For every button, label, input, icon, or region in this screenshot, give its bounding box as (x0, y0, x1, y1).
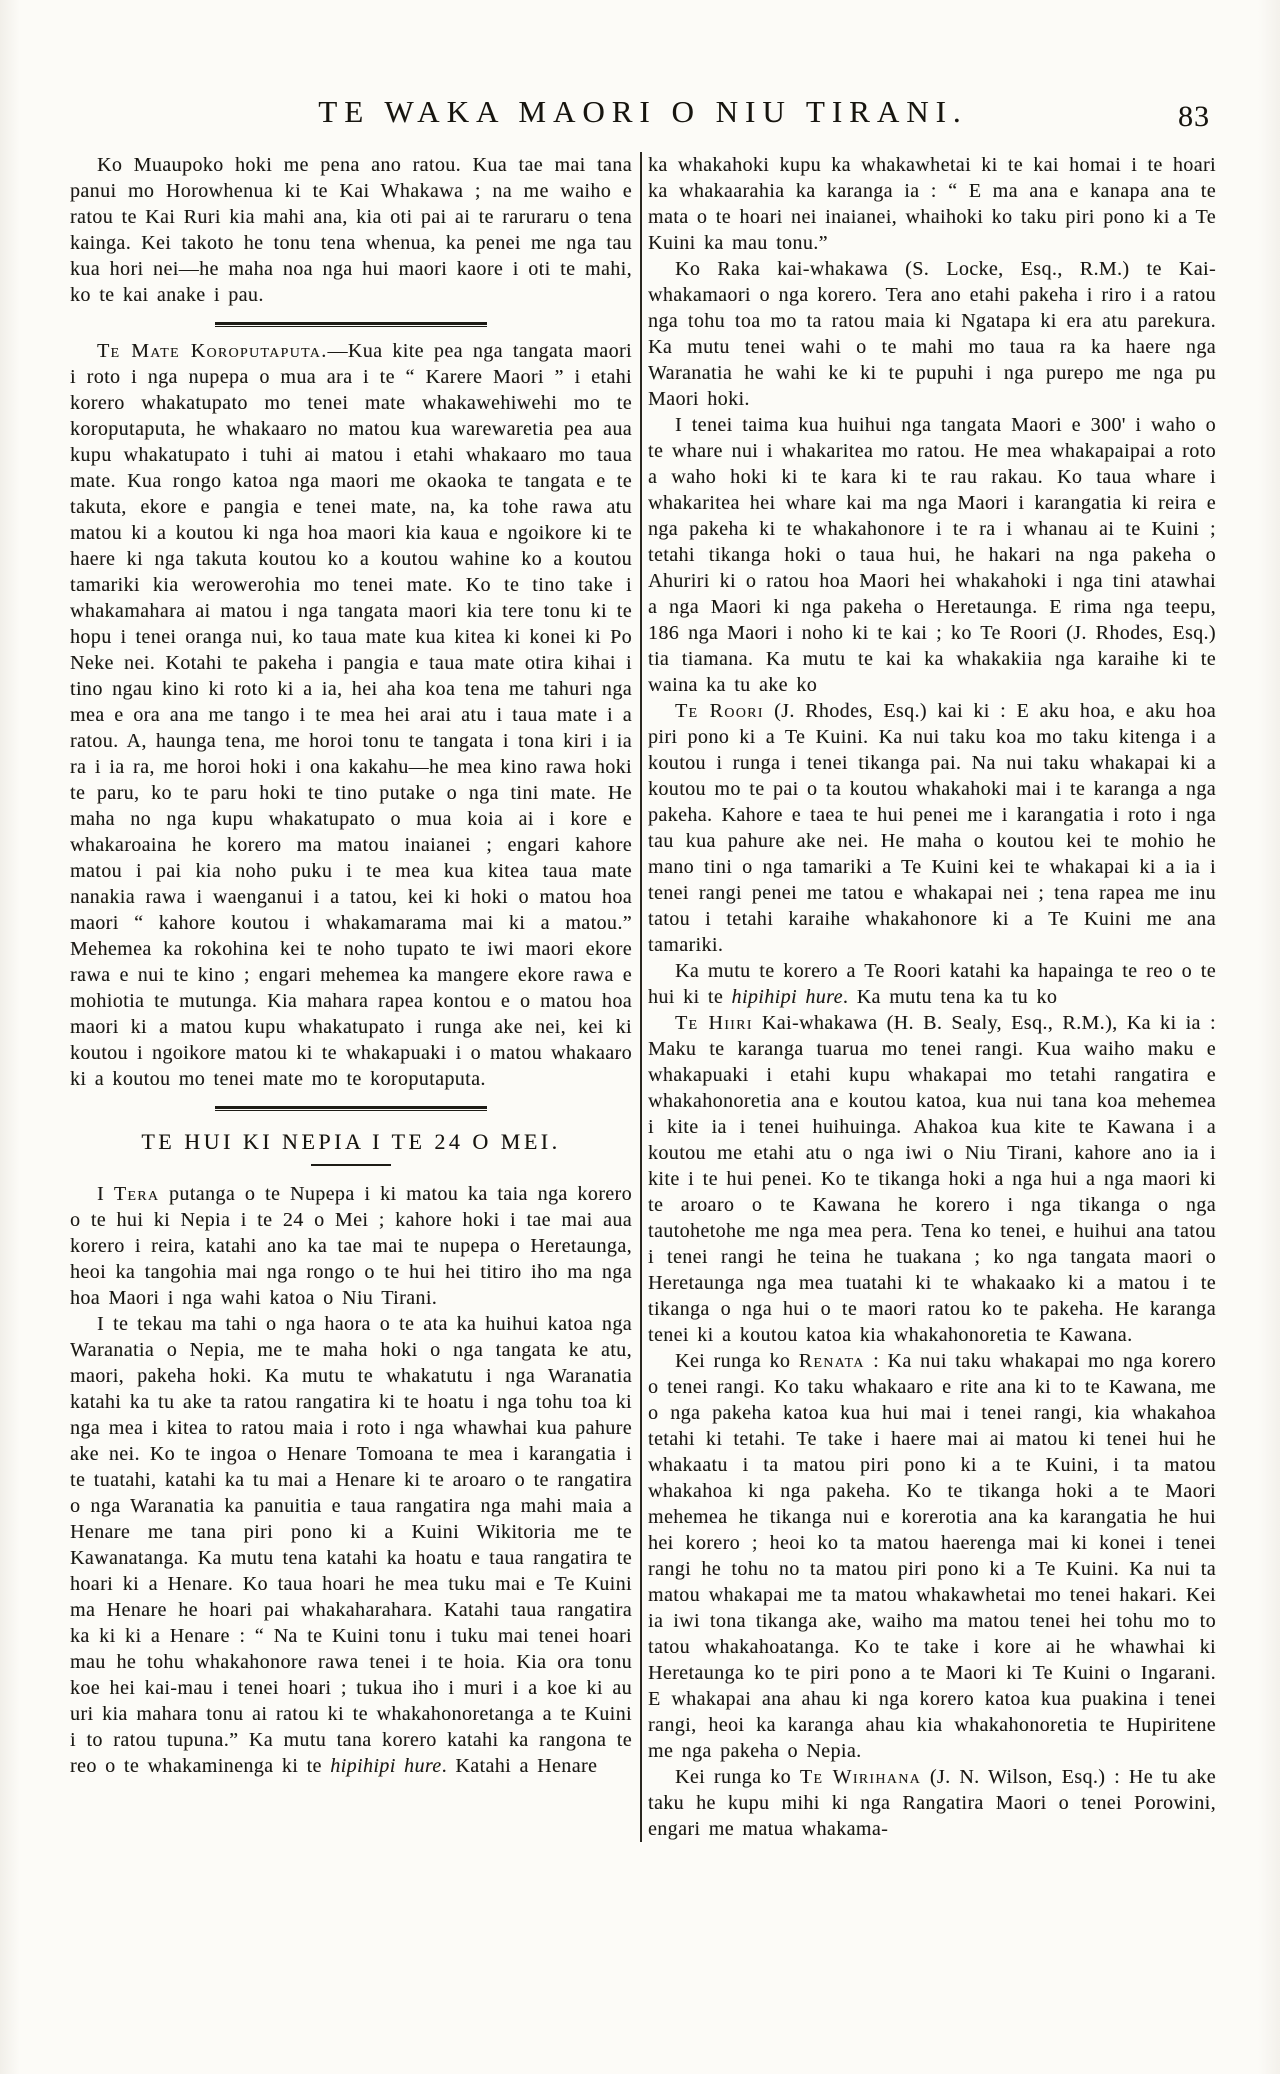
heading-rule (311, 1164, 391, 1166)
paragraph-te-tekau (70, 1311, 632, 1779)
text-segment: Ko Muaupoko hoki me pena ano ratou. Kua tae mai tana panui mo Horowhenua ki te Kai Whakawa ; na me waiho e ratou te Kai Ruri kia mahi ana, kia oti pai ai te raruraru o tena kainga. Kei takoto he tonu tena whenua, ka penei me nga tau kua hori nei—he maha noa nga hui maori kaore i oti te mahi, ko te kai anake i pau. (70, 154, 632, 306)
paragraph-te-wirihana-speech (648, 1764, 1216, 1842)
paragraph-tera-putanga (70, 1181, 632, 1311)
text-segment: Kai-whakawa (H. B. Sealy, Esq., R.M.), Ka ki ia : Maku te karanga tuarua mo tenei rangi. Kua waiho maku e whakapuaki i etahi kupu whakapai mo tetahi rangatira e whakahonoretia ana e koutou katoa, kua nui tana koa mehemea i kite ia i tenei huihuinga. Ahakoa kua kite te Kawana i a koutou me etahi atu o nga iwi o Niu Tirani, kahore ano ia i kite i te hui penei. Ko te tikanga hoki a nga hui a nga maori ki te aroaro o te Kawana he korero i nga tikanga o nga tautohetohe me nga mea pera. Tena ko tenei, e huihui ana tatou i tenei rangi he teina he tuakana ; ko nga tangata maori o Heretaunga nga mea tuatahi ki te whakaako ki a matou i te tikanga o nga hui o te maori ratou ko te pakeha. He karanga tenei ki a koutou katoa kia whakahonoretia te Kawana. (648, 1012, 1216, 1346)
page-number: 83 (1178, 100, 1210, 133)
paragraph-tenei-taima (648, 412, 1216, 698)
right-column (648, 152, 1216, 1842)
text-segment: Te Hiiri (675, 1012, 753, 1034)
text-segment: (J. Rhodes, Esq.) kai ki : E aku hoa, e aku hoa piri pono ki a Te Kuini. Ka nui taku koa mo taku kitenga i a koutou i runga i tenei tikanga pai. Na nui taku whakapai ki a koutou mo te pai o ta koutou whakahoki mai i te karanga a nga pakeha. Kahore e taea te hui penei me i karangatia i roto i nga tau kua pahure ake nei. He maha o koutou kei te mohio he mano tini o nga tamariki a Te Kuini kei te whakapai ki a ia i tenei rangi penei me tatou e whakapai nei ; tena rapea me inu tatou i tetahi karaihe whakahonore ki a Te Kuini me ana tamariki. (648, 700, 1216, 956)
text-segment: hipihipi hure (330, 1755, 442, 1777)
text-columns (70, 152, 1216, 1842)
paragraph-te-hiiri-speech (648, 1010, 1216, 1348)
text-segment: Kei runga ko (675, 1766, 800, 1788)
text-segment: . Ka mutu tena ka tu ko (842, 986, 1058, 1008)
paragraph-ko-raka (648, 256, 1216, 412)
text-segment: Tera (113, 1183, 160, 1205)
text-segment: Te Roori (675, 700, 764, 722)
text-segment: (J. N. Wilson, Esq.) : He tu ake taku he kupu mihi ki nga Rangatira Maori o tenei Porowini, engari me matua whakama- (648, 1766, 1216, 1840)
text-segment: . Katahi a Henare (441, 1755, 598, 1777)
article-koroputaputa (70, 338, 632, 1092)
left-column (70, 152, 632, 1842)
paragraph-muaupoko (70, 152, 632, 308)
section-divider (215, 322, 487, 327)
text-segment: Te Wirihana (799, 1766, 922, 1788)
text-segment: I tenei taima kua huihui nga tangata Maori e 300' i waho o te whare nui i whakaritea mo ratou. He mea whakapaipai a roto a waho hoki ki te kara ki te rau rakau. Ko taua whare i whakaritea hei whare kai ma nga Maori i karangatia ki reira e nga pakeha ki te whakahonore i te ra i whanau ai te Kuini ; tetahi tikanga hoki o taua hui, he hakari na nga pakeha o Ahuriri ki o ratou hoa Maori hei whakahoki i nga tini atawhai a nga Maori ki nga pakeha o Heretaunga. E rima nga teepu, 186 nga Maori i noho ki te kai ; ko Te Roori (J. Rhodes, Esq.) tia tiamana. Ka mutu te kai ka whakakiia nga karaihe ki te waina ka tu ake ko (648, 414, 1216, 696)
page-title: TE WAKA MAORI O NIU TIRANI. (318, 94, 968, 129)
text-segment: : Ka nui taku whakapai mo nga korero o tenei rangi. Ko taku whakaaro e rite ana ki to te Kawana, me o nga pakeha katoa kua hui mai i tenei rangi, kia whakahoa tetahi ki tetahi. Te take i haere mai ai matou ki tenei hui he whakaatu i ta matou piri pono ki a te Kuini, i ta matou whakahoa ki nga pakeha. Ko te tikanga hoki a te Maori mehemea he tikanga nui e korerotia ana ka karangatia he hui hei korero ; heoi ko ta matou haerenga mai ki konei i tenei rangi he tohu no ta matou piri pono ki a Te Kuini. Ka nui ta matou whakapai me ta matou whakawhetai mo tenei hakari. Kei ia iwi tona tikanga ake, waiho ma matou tenei hei tohu mo to tatou whakahoatanga. Ko te take i kore ai he whawhai ki Heretaunga ko te piri pono a te Maori ki Te Kuini o Ingarani. E whakapai ana ahau ki nga korero katoa kua puakina i tenei rangi, heoi ka karanga ahau kia whakahonoretia te Hupiritene me nga pakeha o Nepia. (648, 1350, 1216, 1762)
paragraph-renata-speech (648, 1348, 1216, 1764)
article-heading-hui: TE HUI KI NEPIA I TE 24 O MEI. (141, 1129, 561, 1154)
text-segment: Te Mate Koroputaputa. (97, 340, 328, 362)
text-segment: I (97, 1183, 114, 1205)
masthead (70, 94, 1216, 142)
paragraph-whakahoki (648, 152, 1216, 256)
text-segment: Ka mutu te korero a Te Roori katahi ka hapainga te reo o te hui ki te (648, 960, 1216, 1008)
text-segment: Kei runga ko (675, 1350, 799, 1372)
paragraph-ka-mutu (648, 958, 1216, 1010)
text-segment: putanga o te Nupepa i ki matou ka taia nga korero o te hui ki Nepia i te 24 o Mei ; kahore hoki i tae mai aua korero i reira, katahi ano ka tae mai te nupepa o Heretaunga, heoi ka tangohia mai nga rongo o te hui hei titiro iho ma nga hoa Maori i nga wahi katoa o Niu Tirani. (70, 1183, 632, 1309)
text-segment: Ko Raka kai-whakawa (S. Locke, Esq., R.M.) te Kai-whakamaori o nga korero. Tera ano etahi pakeha i riro i a ratou nga tohu toa mo ta ratou maia ki Ngatapa ki era atu parekura. Ka mutu tenei wahi o te mahi mo taua ra ka haere nga Waranatia he wahi ke ki te pupuhi i nga purepo me nga pu Maori hoki. (648, 258, 1216, 410)
column-divider-rule (640, 152, 642, 1842)
paragraph-te-roori-speech (648, 698, 1216, 958)
text-segment: Renata (798, 1350, 865, 1372)
text-segment: hipihipi hure (731, 986, 843, 1008)
text-segment: ka whakahoki kupu ka whakawhetai ki te kai homai i te hoari ka whakaarahia ka karanga ia : “ E ma ana e kanapa ana te mata o te hoari nei inaianei, whaihoki ko taku piri pono ki a Te Kuini ka mau tonu.” (648, 154, 1216, 254)
text-segment: —Kua kite pea nga tangata maori i roto i nga nupepa o mua ara i te “ Karere Maori ” i etahi korero whakatupato mo tenei mate whakawehiwehi mo te koroputaputa, he whakaaro no matou kua warewaretia pea aua kupu whakatupato i tuhi ai matou i etahi whakaaro mo taua mate. Kua rongo katoa nga maori me okaoka te tangata e te takuta, ekore e pangia e tenei mate, na, ka tohe rawa atu matou ki a koutou ki nga hoa maori kia kaua e ngoikore ki te haere ki nga takuta koutou ko a koutou wahine ko a koutou tamariki kia werowerohia mo tenei mate. Ko te tino take i whakamahara ai matou i nga tangata maori kia tere tonu ki te hopu i tenei oranga nui, ko taua mate kua kitea ki konei ki Po Neke nei. Kotahi te pakeha i pangia e taua mate otira kihai i tino ngau kino ki roto ki a ia, hei aha koa tena me tahuri nga mea e ora ana me tango i te mea hei arai atu i taua mate i a ratou. A, haunga tena, me horoi tonu te tangata i tona kiri i ia ra i ia ra, me horoi hoki i ona kakahu—he mea kino rawa hoki te paru, ko te paru hoki te tino putake o nga tini mate. He maha no nga kupu whakatupato o mua koia ai i kore e whakaroaina he korero ma matou inaianei ; engari kahore matou i pai kia noho puku i te mea kua kitea taua mate nanakia rawa i waenganui i a tatou, kei ki hoki o matou hoa maori “ kahore koutou i whakamarama mai ki a matou.” Mehemea ka rokohina kei te noho tupato te iwi maori ekore rawa e nui te kino ; engari mehemea ka mangere ekore rawa e mohiotia te mutunga. Kia mahara rapea kontou e o matou hoa maori ki a matou kupu whakatupato i runga ake nei, kei ki koutou i ngoikore matou ki te whakapuaki i o matou whakaaro ki a koutou mo tenei mate mo te koroputaputa. (70, 340, 632, 1090)
text-segment: I te tekau ma tahi o nga haora o te ata ka huihui katoa nga Waranatia o Nepia, me te maha hoki o nga tangata ke atu, maori, pakeha hoki. Ka mutu te whakatutu i nga Waranatia katahi ka tu ake ta ratou rangatira ki te hoatu i nga tohu toa ki nga mea i kitea to ratou maia i roto i nga whawhai kua pahure ake nei. Ko te ingoa o Henare Tomoana te mea i karangatia i te tuatahi, katahi ka tu mai a Henare ki te aroaro o te rangatira o nga Waranatia ka panuitia e taua rangatira nga mahi maia a Henare me tana piri pono ki a Kuini Wikitoria me te Kawanatanga. Ka mutu tena katahi ka hoatu e taua rangatira te hoari ki a Henare. Ko taua hoari he mea tuku mai e Te Kuini ma Henare he hoari pai whakaharahara. Katahi taua rangatira ka ki ki a Henare : “ Na te Kuini tonu i tuku mai tenei hoari mau he tohu whakahonore rawa tenei i te hoia. Kia ora tonu koe hei kai-mau i tenei hoari ; tukua iho i muri i a koe ki au uri kia mahara tonu ai ratou ki te whakahonoretanga a te Kuini i to ratou tupuna.” Ka mutu tana korero katahi ka rangona te reo o te whakaminenga ki te (70, 1313, 632, 1777)
section-divider (215, 1106, 487, 1111)
